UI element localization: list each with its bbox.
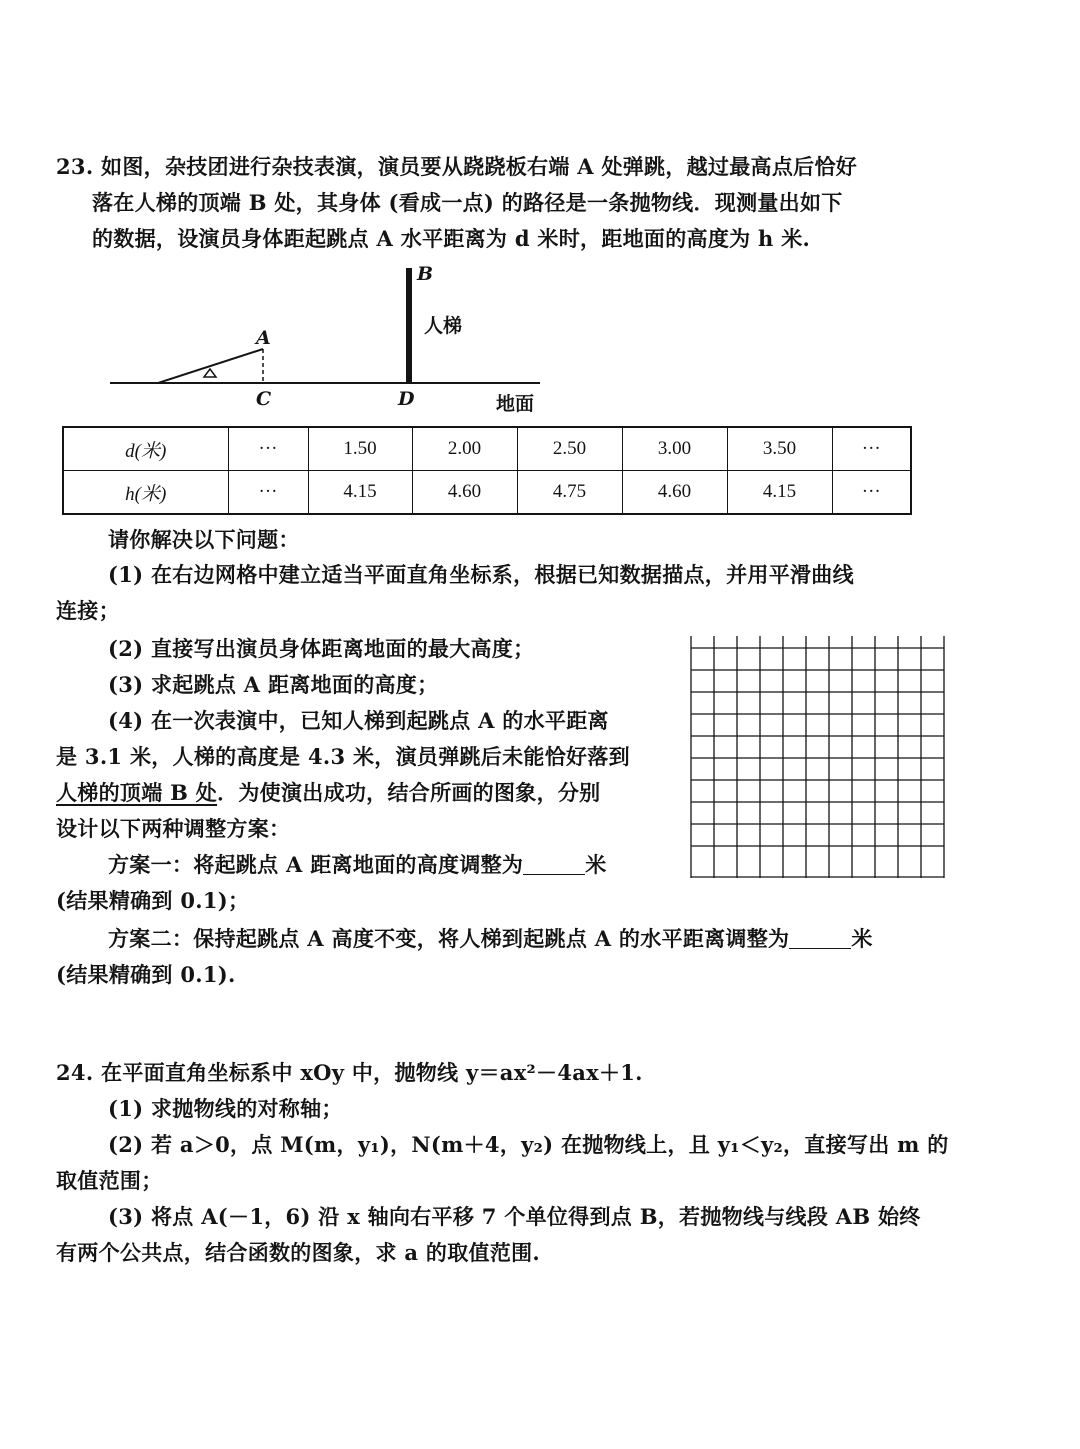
fulcrum-triangle — [204, 369, 216, 377]
table-cell: 3.50 — [727, 427, 832, 471]
row-header-h: h(米) — [63, 471, 228, 515]
q23-intro-line-3: 的数据，设演员身体距起跳点 A 水平距离为 d 米时，距地面的高度为 h 米. — [92, 226, 811, 251]
table-cell: 4.75 — [517, 471, 622, 515]
q23-part4-line-3 — [56, 778, 600, 808]
q23-intro-line-1: 23. 如图，杂技团进行杂技表演，演员要从跷跷板右端 A 处弹跳，越过最高点后恰好 — [56, 154, 858, 179]
table-row — [63, 471, 911, 515]
plan-one-unit: 米 — [585, 852, 607, 877]
plan-one — [108, 850, 607, 880]
table-cell: ··· — [228, 427, 308, 471]
q24-part3-line-1: (3) 将点 A(－1，6) 沿 x 轴向右平移 7 个单位得到点 B，若抛物线与线段 AB 始终 — [108, 1204, 921, 1229]
q24-part3-line-2: 有两个公共点，结合函数的图象，求 a 的取值范围. — [56, 1240, 541, 1265]
table-cell: ··· — [228, 471, 308, 515]
q23-part4-line-3-rest: ．为使演出成功，结合所画的图象，分别 — [217, 780, 601, 805]
q23-part1-line-1: (1) 在右边网格中建立适当平面直角坐标系，根据已知数据描点，并用平滑曲线 — [108, 562, 854, 587]
label-ground: 地面 — [496, 393, 535, 415]
table-cell: 1.50 — [308, 427, 412, 471]
q24-intro: 24. 在平面直角坐标系中 xOy 中，抛物线 y＝ax²－4ax＋1. — [56, 1060, 643, 1085]
q23-part1-line-2: 连接； — [56, 598, 120, 623]
label-C: C — [256, 388, 272, 410]
table-cell: 4.15 — [308, 471, 412, 515]
q23-part3: (3) 求起跳点 A 距离地面的高度； — [108, 672, 439, 697]
plan-two-answer-blank[interactable] — [789, 948, 851, 949]
q23-part4-line-2: 是 3.1 米，人梯的高度是 4.3 米，演员弹跳后未能恰好落到 — [56, 744, 630, 769]
table-cell: 4.60 — [412, 471, 517, 515]
table-cell: 2.00 — [412, 427, 517, 471]
plan-two-text: 方案二：保持起跳点 A 高度不变，将人梯到起跳点 A 的水平距离调整为 — [108, 926, 790, 951]
plan-one-answer-blank[interactable] — [523, 874, 585, 875]
plan-two — [108, 924, 873, 954]
label-D: D — [398, 388, 415, 410]
table-cell: 4.15 — [727, 471, 832, 515]
answer-grid[interactable] — [690, 636, 946, 880]
table-cell: 4.60 — [622, 471, 727, 515]
q24-part2-line-2: 取值范围； — [56, 1168, 163, 1193]
plan-two-unit: 米 — [851, 926, 873, 951]
seesaw-ladder-diagram — [0, 0, 1080, 430]
label-B: B — [417, 263, 434, 285]
label-A: A — [256, 327, 271, 349]
seesaw-board — [158, 349, 263, 383]
q24-part1: (1) 求抛物线的对称轴； — [108, 1096, 343, 1121]
table-cell: 2.50 — [517, 427, 622, 471]
plan-one-text: 方案一：将起跳点 A 距离地面的高度调整为 — [108, 852, 524, 877]
underlined-phrase: 人梯的顶端 B 处 — [56, 780, 218, 805]
q23-intro-line-2: 落在人梯的顶端 B 处，其身体 (看成一点) 的路径是一条抛物线．现测量出如下 — [92, 190, 843, 215]
table-row — [63, 427, 911, 471]
q24-part2-line-1: (2) 若 a＞0，点 M(m，y₁)，N(m＋4，y₂) 在抛物线上，且 y₁＜y₂，直接写出 m 的 — [108, 1132, 949, 1157]
q23-part2: (2) 直接写出演员身体距离地面的最大高度； — [108, 636, 535, 661]
table-cell: 3.00 — [622, 427, 727, 471]
distance-height-table — [62, 426, 912, 515]
plan-one-note: (结果精确到 0.1)； — [56, 888, 250, 913]
q23-part4-line-1: (4) 在一次表演中，已知人梯到起跳点 A 的水平距离 — [108, 708, 609, 733]
plan-two-note: (结果精确到 0.1). — [56, 962, 236, 987]
q23-part4-line-4: 设计以下两种调整方案： — [56, 816, 291, 841]
label-ladder: 人梯 — [424, 315, 463, 337]
table-cell: ··· — [832, 427, 911, 471]
table-cell: ··· — [832, 471, 911, 515]
row-header-d: d(米) — [63, 427, 228, 471]
solve-prompt: 请你解决以下问题： — [108, 527, 300, 552]
